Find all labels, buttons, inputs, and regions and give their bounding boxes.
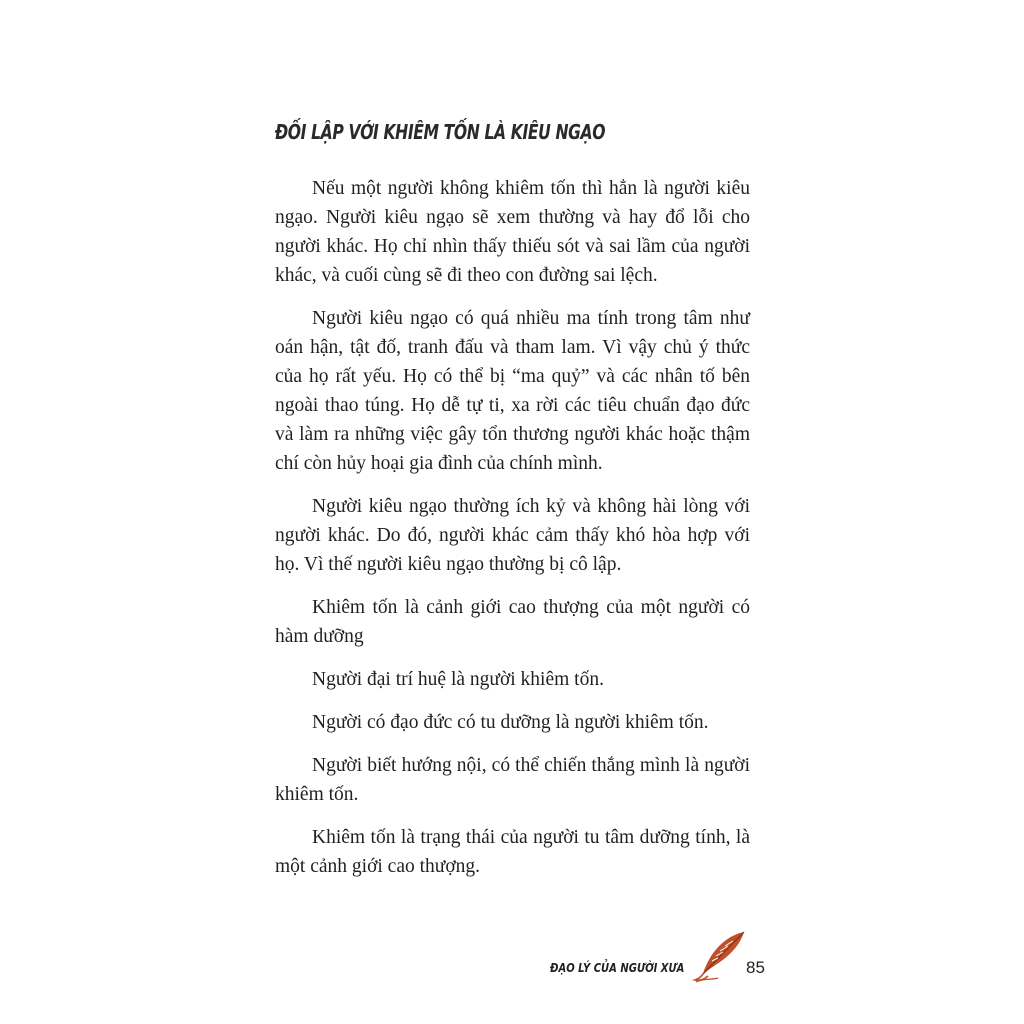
paragraph: Khiêm tốn là trạng thái của người tu tâm dưỡng tính, là một cảnh giới cao thượng. — [275, 827, 750, 877]
page-number: 85 — [746, 958, 765, 977]
paragraph: Người có đạo đức có tu dưỡng là người khiêm tốn. — [312, 712, 709, 733]
paragraph: Người biết hướng nội, có thể chiến thắng mình là người khiêm tốn. — [275, 755, 750, 805]
running-footer-title: ĐẠO LÝ CỦA NGƯỜI XƯA — [550, 960, 685, 975]
paragraph: Người kiêu ngạo có quá nhiều ma tính trong tâm như oán hận, tật đố, tranh đấu và tham lam. Vì vậy chủ ý thức của họ rất yếu. Họ có thể bị “ma quỷ” và các nhân tố bên ngoài thao túng. Họ dễ tự ti, xa rời các tiêu chuẩn đạo đức và làm ra những việc gây tổn thương người khác hoặc thậm chí còn hủy hoại gia đình của chính mình. — [275, 308, 750, 474]
section-heading: ĐỐI LẬP VỚI KHIÊM TỐN LÀ KIÊU NGẠO — [275, 120, 606, 144]
paragraph: Người đại trí huệ là người khiêm tốn. — [312, 669, 604, 690]
paragraph: Nếu một người không khiêm tốn thì hẳn là người kiêu ngạo. Người kiêu ngạo sẽ xem thường và hay đổ lỗi cho người khác. Họ chỉ nhìn thấy thiếu sót và sai lầm của người khác, và cuối cùng sẽ đi theo con đường sai lệch. — [275, 178, 750, 286]
paragraph: Khiêm tốn là cảnh giới cao thượng của một người có hàm dưỡng — [275, 597, 750, 647]
page-footer — [550, 928, 780, 988]
paragraph: Người kiêu ngạo thường ích kỷ và không hài lòng với người khác. Do đó, người khác cảm thấy khó hòa hợp với họ. Vì thế người kiêu ngạo thường bị cô lập. — [275, 496, 750, 575]
body-text — [275, 174, 750, 895]
quill-feather-icon — [692, 928, 752, 984]
